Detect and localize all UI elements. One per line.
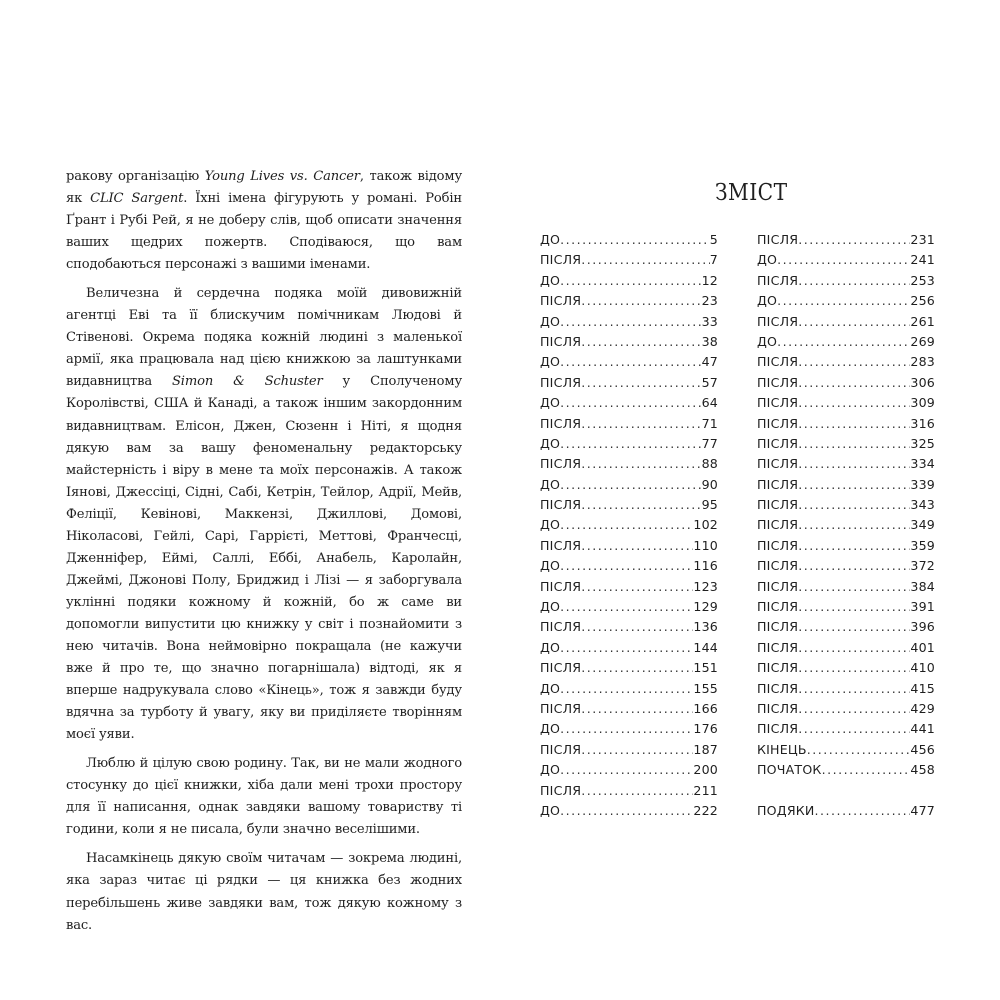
toc-entry-label: ПІСЛЯ [757, 435, 799, 451]
toc-leader-dots [798, 232, 910, 247]
toc-entry-page: 241 [910, 252, 935, 268]
toc-entry-label: ПІСЛЯ [540, 537, 582, 553]
toc-leader-dots [581, 334, 701, 349]
toc-entry-page: 64 [701, 395, 718, 411]
toc-entry-page: 261 [910, 313, 935, 329]
toc-leader-dots [560, 721, 693, 736]
toc-entry [540, 599, 718, 619]
toc-leader-dots [581, 619, 693, 634]
toc-leader-dots [581, 742, 693, 757]
toc-entry-label: ПІСЛЯ [757, 313, 799, 329]
toc-entry-label: ДО [540, 762, 561, 778]
toc-entry-page: 441 [910, 721, 935, 737]
toc-entry-page: 396 [910, 619, 935, 635]
toc-entry-page: 415 [910, 680, 935, 696]
toc-leader-dots [581, 456, 701, 471]
toc-entry [757, 579, 935, 599]
toc-entry-label: ПІСЛЯ [540, 456, 582, 472]
toc-leader-dots [560, 477, 701, 492]
toc-entry-page: 123 [693, 578, 718, 594]
toc-entry-label: ПІСЛЯ [540, 415, 582, 431]
toc-entry-page: 231 [910, 232, 935, 247]
acknowledgements-page [66, 166, 462, 937]
toc-leader-dots [581, 579, 693, 594]
toc-entry [757, 619, 935, 639]
toc-entry [540, 314, 718, 334]
toc-leader-dots [581, 783, 693, 798]
toc-leader-dots [798, 354, 910, 369]
toc-entry-label: ДО [757, 333, 778, 349]
toc-entry-label: ПІСЛЯ [540, 252, 582, 268]
toc-leader-dots [581, 538, 693, 553]
toc-entry-label: ПІСЛЯ [757, 456, 799, 472]
toc-entry-label: ПІСЛЯ [540, 293, 582, 309]
toc-entry-page: 102 [693, 517, 718, 533]
toc-entry [757, 640, 935, 660]
toc-entry-label: ПІСЛЯ [540, 497, 582, 513]
toc-entry [540, 273, 718, 293]
toc-leader-dots [798, 436, 910, 451]
toc-leader-dots [798, 314, 910, 329]
toc-entry [757, 334, 935, 354]
toc-entry-label: ДО [540, 435, 561, 451]
paragraph-1: ракову організацію Young Lives vs. Cancer, також відому як CLIC Sargent. Їхні імена фігурують у романі. Робін Ґрант і Рубі Рей, я не доберу слів, щоб описати значення ваших щедрих пожертв. Сподіваюся, що вам сподобаються персонажі з вашими іменами. [66, 169, 463, 273]
toc-entry-page: 222 [693, 802, 718, 818]
toc-entry-label: ПІСЛЯ [540, 374, 582, 390]
toc-entry-page: 129 [693, 599, 718, 615]
toc-entry-label: ПІСЛЯ [540, 782, 582, 798]
toc-entry-page: 144 [693, 639, 718, 655]
toc-leader-dots [560, 354, 701, 369]
toc-entry-page: 77 [701, 435, 718, 451]
toc-leader-dots [581, 416, 701, 431]
toc-leader-dots [798, 456, 910, 471]
toc-entry-label: ПОДЯКИ [757, 802, 815, 818]
toc-entry [540, 558, 718, 578]
toc-leader-dots [560, 803, 693, 818]
toc-leader-dots [777, 252, 910, 267]
toc-entry-page: 151 [693, 660, 718, 676]
toc-column-1 [540, 232, 718, 823]
toc-entry-page: 429 [910, 700, 935, 716]
toc-entry-label: ПІСЛЯ [540, 741, 582, 757]
toc-entry-page: 306 [910, 374, 935, 390]
toc-entry-page: 477 [910, 802, 935, 818]
toc-entry [757, 314, 935, 334]
toc-entry-page: 116 [693, 558, 718, 574]
toc-entry-page: 57 [701, 374, 718, 390]
toc-leader-dots [560, 517, 693, 532]
toc-entry-label: ДО [540, 517, 561, 533]
toc-leader-dots [560, 232, 710, 247]
toc-entry [757, 599, 935, 619]
toc-entry [757, 293, 935, 313]
toc-entry [757, 273, 935, 293]
toc-entry [757, 252, 935, 272]
toc-entry [540, 252, 718, 272]
toc-entry [540, 762, 718, 782]
toc-entry-label: ПІСЛЯ [540, 578, 582, 594]
toc-entry-label: ДО [540, 721, 561, 737]
toc-leader-dots [822, 762, 911, 777]
toc-entry-label: ПІСЛЯ [757, 721, 799, 737]
toc-leader-dots [560, 599, 693, 614]
toc-entry-page: 456 [910, 741, 935, 757]
toc-entry [540, 640, 718, 660]
toc-entry-page: 95 [701, 497, 718, 513]
toc-entry [757, 416, 935, 436]
toc-leader-dots [798, 416, 910, 431]
toc-entry [757, 354, 935, 374]
toc-leader-dots [798, 517, 910, 532]
toc-entry-label: ПІСЛЯ [757, 660, 799, 676]
toc-leader-dots [560, 273, 701, 288]
toc-column-2 [757, 232, 935, 823]
toc-entry-label: ПІСЛЯ [757, 517, 799, 533]
toc-entry-label: ДО [757, 252, 778, 268]
toc-entry-label: ПІСЛЯ [757, 578, 799, 594]
toc-entry-label: ПІСЛЯ [757, 537, 799, 553]
toc-entry-page: 47 [701, 354, 718, 370]
toc-entry-label: ДО [540, 802, 561, 818]
toc-leader-dots [798, 701, 910, 716]
toc-entry [540, 416, 718, 436]
toc-entry-label: ПІСЛЯ [540, 333, 582, 349]
toc-entry-page: 343 [910, 497, 935, 513]
toc-entry-page: 187 [693, 741, 718, 757]
toc-leader-dots [798, 497, 910, 512]
toc-leader-dots [581, 701, 693, 716]
toc-entry-label: ПІСЛЯ [757, 354, 799, 370]
toc-entry-label: ПІСЛЯ [540, 700, 582, 716]
toc-entry-page: 410 [910, 660, 935, 676]
toc-entry-page: 339 [910, 476, 935, 492]
toc-entry-label: ПІСЛЯ [757, 680, 799, 696]
toc-entry-page: 334 [910, 456, 935, 472]
paragraph-4: Насамкінець дякую своїм читачам — зокрема людині, яка зараз читає ці рядки — ця книжка без жодних перебільшень живе завдяки вам, тож дякую кожному з вас. [66, 851, 462, 933]
toc-entry-page: 38 [701, 333, 718, 349]
toc-entry-label: ПІСЛЯ [757, 558, 799, 574]
toc-leader-dots [798, 273, 910, 288]
toc-entry [540, 721, 718, 741]
toc-entry-page: 12 [701, 272, 718, 288]
toc-entry-page: 384 [910, 578, 935, 594]
toc-entry-page: 269 [910, 333, 935, 349]
toc-entry [757, 558, 935, 578]
paragraph-2: Величезна й сердечна подяка моїй дивовижній агентці Еві та її блискучим помічникам Людові й Стівенові. Окрема подяка кожній людині з маленької армії, яка працювала над цією книжкою за лаштунками видавництва Simon & Schuster у Сполученому Королівстві, США й Канаді, а також іншим закордонним видавництвам. Елісон, Джен, Сюзенн і Ніті, я щодня дякую вам за вашу феноменальну редакторську майстерність і віру в мене та моїх персонажів. А також Іянові, Джессіці, Сідні, Сабі, Кетрін, Тейлор, Адрії, Мейв, Феліції, Кевінові, Маккензі, Джиллові, Домові, Ніколасові, Гейлі, Сарі, Гаррієті, Меттові, Франчесці, Дженніфер, Еймі, Саллі, Еббі, Анабель, Каролайн, Джеймі, Джонові Полу, Бриджид і Лізі — я заборгувала уклінні подяки кожному й кожній, бо ж саме ви допомогли випустити цю книжку у світ і познайомити з нею читачів. Вона неймовірно покращала (не кажучи вже й про те, що значно погарнішала) відтоді, як я вперше надрукувала слово «Кінець», тож я завжди буду вдячна за турботу й увагу, яку ви приділяєте творінням моєї уяви. [66, 286, 462, 743]
toc-entry-page: 23 [701, 293, 718, 309]
toc-entry-label: ДО [540, 476, 561, 492]
toc-entry [540, 783, 718, 803]
toc-entry [757, 497, 935, 517]
toc-leader-dots [560, 640, 693, 655]
toc-entry [757, 742, 935, 762]
toc-entry [757, 375, 935, 395]
toc-entry [540, 436, 718, 456]
toc-leader-dots [798, 640, 910, 655]
toc-title: ЗМІСТ [715, 180, 788, 206]
toc-entry-label: ПІСЛЯ [757, 272, 799, 288]
toc-entry-page: 136 [693, 619, 718, 635]
toc-leader-dots [815, 803, 911, 818]
toc-entry-label: ПОЧАТОК [757, 762, 822, 778]
toc-entry-label: ДО [540, 395, 561, 411]
toc-leader-dots [581, 293, 701, 308]
toc-entry-page: 5 [709, 232, 718, 247]
toc-entry [757, 456, 935, 476]
toc-entry [540, 293, 718, 313]
toc-entry [540, 701, 718, 721]
toc-entry [540, 497, 718, 517]
toc-leader-dots [807, 742, 911, 757]
toc-entry-label: ПІСЛЯ [757, 700, 799, 716]
toc-leader-dots [798, 558, 910, 573]
toc-leader-dots [798, 681, 910, 696]
toc-entry-label: КІНЕЦЬ [757, 741, 807, 757]
toc-entry [540, 232, 718, 252]
toc-entry-page: 71 [701, 415, 718, 431]
toc-entry [540, 742, 718, 762]
toc-entry [757, 436, 935, 456]
toc-leader-dots [798, 579, 910, 594]
toc-entry-page: 200 [693, 762, 718, 778]
toc-entry-label: ПІСЛЯ [757, 415, 799, 431]
toc-entry-label: ПІСЛЯ [757, 599, 799, 615]
toc-leader-dots [560, 558, 693, 573]
toc-entry [757, 721, 935, 741]
toc-entry [540, 681, 718, 701]
toc-leader-dots [798, 395, 910, 410]
toc-entry-page: 316 [910, 415, 935, 431]
toc-entry-page: 176 [693, 721, 718, 737]
toc-entry [540, 334, 718, 354]
toc-entry-page: 110 [693, 537, 718, 553]
toc-entry-page: 359 [910, 537, 935, 553]
toc-leader-dots [560, 436, 701, 451]
toc-entry-page: 309 [910, 395, 935, 411]
toc-entry [757, 660, 935, 680]
toc-entry-page: 7 [709, 252, 718, 268]
toc-leader-dots [560, 314, 701, 329]
toc-entry-page: 33 [701, 313, 718, 329]
toc-entry [540, 517, 718, 537]
paragraph-3: Люблю й цілую свою родину. Так, ви не мали жодного стосунку до цієї книжки, хіба дали мені трохи простору для її написання, однак завдяки вашому товариству ті години, коли я не писала, були значно веселішими. [66, 756, 462, 838]
toc-leader-dots [798, 660, 910, 675]
toc-leader-dots [798, 721, 910, 736]
toc-entry-page: 401 [910, 639, 935, 655]
toc-entry [540, 619, 718, 639]
toc-entry-label: ДО [540, 272, 561, 288]
toc-entry [757, 762, 935, 782]
toc-leader-dots [560, 762, 693, 777]
toc-entry-page: 88 [701, 456, 718, 472]
toc-entry-label: ПІСЛЯ [757, 374, 799, 390]
toc-entry-page: 283 [910, 354, 935, 370]
toc-entry-page: 372 [910, 558, 935, 574]
toc-entry-page: 458 [910, 762, 935, 778]
toc-leader-dots [581, 252, 710, 267]
toc-entry [540, 395, 718, 415]
toc-entry [540, 477, 718, 497]
toc-entry-label: ПІСЛЯ [757, 619, 799, 635]
toc-entry-label: ДО [540, 680, 561, 696]
toc-entry-label: ДО [540, 354, 561, 370]
toc-leader-dots [581, 660, 693, 675]
toc-leader-dots [581, 375, 701, 390]
toc-entry-page: 155 [693, 680, 718, 696]
toc-leader-dots [777, 293, 910, 308]
toc-entry [540, 538, 718, 558]
toc-entry-label: ДО [540, 639, 561, 655]
toc-entry [757, 517, 935, 537]
toc-entry-page: 90 [701, 476, 718, 492]
toc-entry-label: ПІСЛЯ [757, 232, 799, 247]
toc-entry-label: ДО [540, 599, 561, 615]
toc-entry-page: 253 [910, 272, 935, 288]
toc-leader-dots [798, 477, 910, 492]
toc-entry [540, 375, 718, 395]
toc-leader-dots [581, 497, 701, 512]
toc-entry [757, 477, 935, 497]
toc-entry-label: ПІСЛЯ [540, 660, 582, 676]
toc-entry-label: ДО [540, 313, 561, 329]
toc-entry [540, 456, 718, 476]
toc-entry-label: ПІСЛЯ [540, 619, 582, 635]
toc-entry [757, 681, 935, 701]
toc-leader-dots [798, 375, 910, 390]
toc-entry-page: 211 [693, 782, 718, 798]
toc-entry-page: 349 [910, 517, 935, 533]
toc-entry-label: ДО [757, 293, 778, 309]
toc-leader-dots [560, 395, 701, 410]
toc-leader-dots [560, 681, 693, 696]
toc-entry-page: 256 [910, 293, 935, 309]
toc-entry-page: 166 [693, 700, 718, 716]
toc-entry [540, 354, 718, 374]
toc-entry-page: 391 [910, 599, 935, 615]
toc-entry-label: ПІСЛЯ [757, 476, 799, 492]
toc-leader-dots [798, 619, 910, 634]
toc-entry [757, 538, 935, 558]
toc-entry-label: ДО [540, 558, 561, 574]
toc-entry [540, 660, 718, 680]
toc-entry [540, 803, 718, 823]
toc-entry [757, 701, 935, 721]
toc-entry [540, 579, 718, 599]
toc-leader-dots [798, 538, 910, 553]
toc-entry-label: ПІСЛЯ [757, 395, 799, 411]
toc-entry-label: ДО [540, 232, 561, 247]
toc-entry-page: 325 [910, 435, 935, 451]
toc-entry [757, 395, 935, 415]
toc-leader-dots [798, 599, 910, 614]
toc-leader-dots [777, 334, 910, 349]
toc-entry [757, 803, 935, 823]
toc-entry-label: ПІСЛЯ [757, 497, 799, 513]
toc-entry-label: ПІСЛЯ [757, 639, 799, 655]
toc-entry [757, 232, 935, 252]
